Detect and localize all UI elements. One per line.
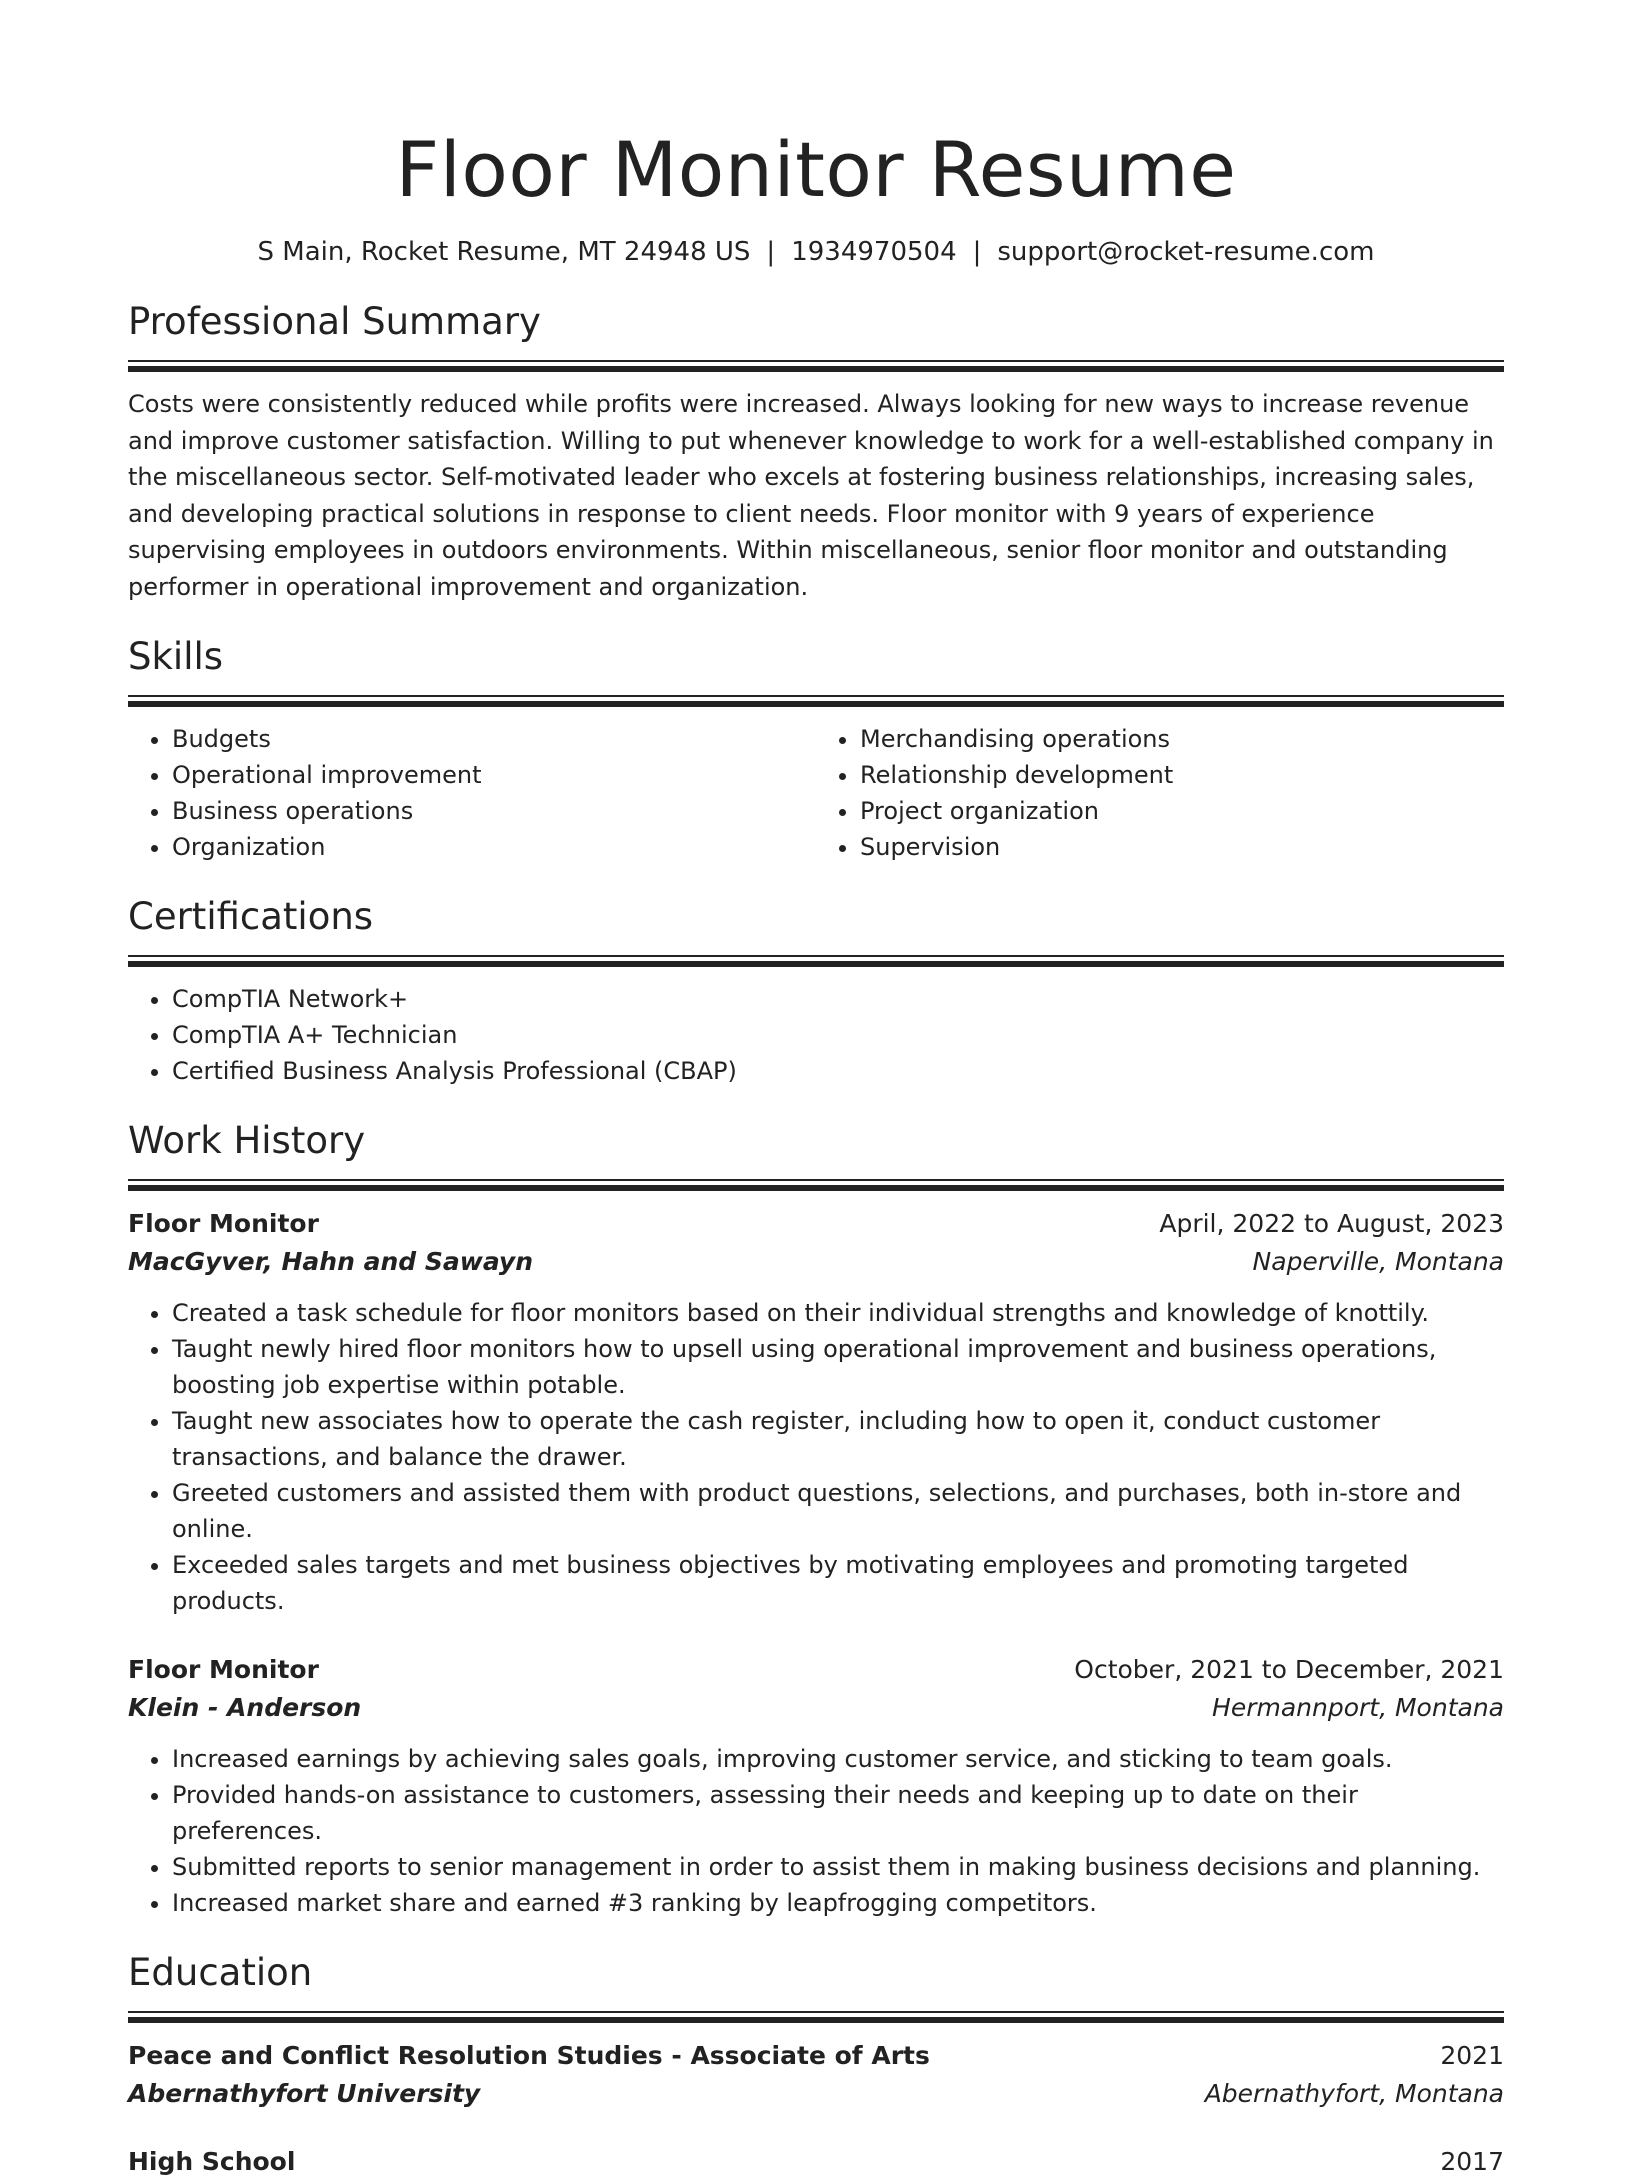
certifications-list bbox=[128, 981, 1504, 1089]
skill-item: • Business operations bbox=[172, 793, 816, 829]
work-history-section bbox=[128, 1117, 1504, 1921]
education-entry bbox=[128, 2143, 1504, 2181]
skill-item: • Budgets bbox=[172, 721, 816, 757]
section-divider bbox=[128, 2011, 1504, 2023]
skill-item: • Merchandising operations bbox=[860, 721, 1504, 757]
skill-item: • Relationship development bbox=[860, 757, 1504, 793]
skill-item: • Supervision bbox=[860, 829, 1504, 865]
education-school: Abernathyfort University bbox=[128, 2079, 481, 2108]
section-divider bbox=[128, 955, 1504, 967]
certifications-section bbox=[128, 893, 1504, 1089]
job-location: Hermannport, Montana bbox=[1212, 1693, 1504, 1722]
summary-text: Costs were consistently reduced while profits were increased. Always looking for new ways to increase revenue and improve customer satisfaction. Willing to put whenever knowledge to work for a well-established company in the miscellaneous sector. Self-motivated leader who excels at fostering business relationships, increasing sales, and developing practical solutions in response to client needs. Floor monitor with 9 years of experience supervising employees in outdoors environments. Within miscellaneous, senior floor monitor and outstanding performer in operational improvement and organization. bbox=[128, 390, 1494, 601]
section-title: Professional Summary bbox=[128, 300, 541, 343]
contact-phone: 1934970504 bbox=[791, 237, 957, 267]
contact-separator: | bbox=[766, 237, 776, 267]
job-bullets bbox=[128, 1741, 1504, 1921]
job-bullet: • Taught newly hired floor monitors how to upsell using operational improvement and business operations, boosting job expertise within potable. bbox=[172, 1331, 1504, 1403]
section-divider bbox=[128, 360, 1504, 372]
education-section bbox=[128, 1949, 1504, 2181]
job-location: Naperville, Montana bbox=[1252, 1247, 1504, 1276]
job-bullet: • Created a task schedule for floor monitors based on their individual strengths and knowledge of knottily. bbox=[172, 1295, 1504, 1331]
job-bullet: • Exceeded sales targets and met business objectives by motivating employees and promoting targeted products. bbox=[172, 1547, 1504, 1619]
contact-separator: | bbox=[972, 237, 982, 267]
job-entry bbox=[128, 1651, 1504, 1921]
contact-email: support@rocket-resume.com bbox=[997, 237, 1375, 267]
job-company: MacGyver, Hahn and Sawayn bbox=[128, 1247, 534, 1276]
job-title: Floor Monitor bbox=[128, 1655, 319, 1684]
job-title: Floor Monitor bbox=[128, 1209, 319, 1238]
certification-item: • CompTIA A+ Technician bbox=[172, 1017, 1504, 1053]
skill-item: • Operational improvement bbox=[172, 757, 816, 793]
section-title: Work History bbox=[128, 1119, 366, 1162]
certification-item: • CompTIA Network+ bbox=[172, 981, 1504, 1017]
skills-list-right bbox=[816, 721, 1504, 865]
contact-line bbox=[128, 234, 1504, 270]
skill-item: • Project organization bbox=[860, 793, 1504, 829]
contact-address: S Main, Rocket Resume, MT 24948 US bbox=[257, 237, 751, 267]
education-degree: Peace and Conflict Resolution Studies - Associate of Arts bbox=[128, 2041, 930, 2070]
education-entry bbox=[128, 2037, 1504, 2113]
job-bullet: • Taught new associates how to operate the cash register, including how to open it, conduct customer transactions, and balance the drawer. bbox=[172, 1403, 1504, 1475]
section-divider bbox=[128, 1179, 1504, 1191]
education-degree: High School bbox=[128, 2147, 296, 2176]
certification-item: • Certified Business Analysis Professional (CBAP) bbox=[172, 1053, 1504, 1089]
job-bullet: • Increased market share and earned #3 ranking by leapfrogging competitors. bbox=[172, 1885, 1504, 1921]
section-divider bbox=[128, 695, 1504, 707]
job-bullet: • Increased earnings by achieving sales goals, improving customer service, and sticking to team goals. bbox=[172, 1741, 1504, 1777]
education-year: 2021 bbox=[1440, 2041, 1504, 2070]
job-bullet: • Greeted customers and assisted them with product questions, selections, and purchases, both in-store and online. bbox=[172, 1475, 1504, 1547]
job-bullets bbox=[128, 1295, 1504, 1619]
job-bullet: • Provided hands-on assistance to customers, assessing their needs and keeping up to date on their preferences. bbox=[172, 1777, 1504, 1849]
summary-section bbox=[128, 298, 1504, 605]
job-entry bbox=[128, 1205, 1504, 1619]
job-dates: October, 2021 to December, 2021 bbox=[1074, 1655, 1504, 1684]
section-title: Skills bbox=[128, 635, 224, 678]
skills-list-left bbox=[128, 721, 816, 865]
job-dates: April, 2022 to August, 2023 bbox=[1159, 1209, 1504, 1238]
section-title: Education bbox=[128, 1951, 313, 1994]
education-location: Abernathyfort, Montana bbox=[1204, 2079, 1504, 2108]
resume-title: Floor Monitor Resume bbox=[395, 125, 1237, 214]
skill-item: • Organization bbox=[172, 829, 816, 865]
job-bullet: • Submitted reports to senior management in order to assist them in making business decisions and planning. bbox=[172, 1849, 1504, 1885]
job-company: Klein - Anderson bbox=[128, 1693, 362, 1722]
skills-section bbox=[128, 633, 1504, 865]
section-title: Certifications bbox=[128, 895, 374, 938]
education-year: 2017 bbox=[1440, 2147, 1504, 2176]
